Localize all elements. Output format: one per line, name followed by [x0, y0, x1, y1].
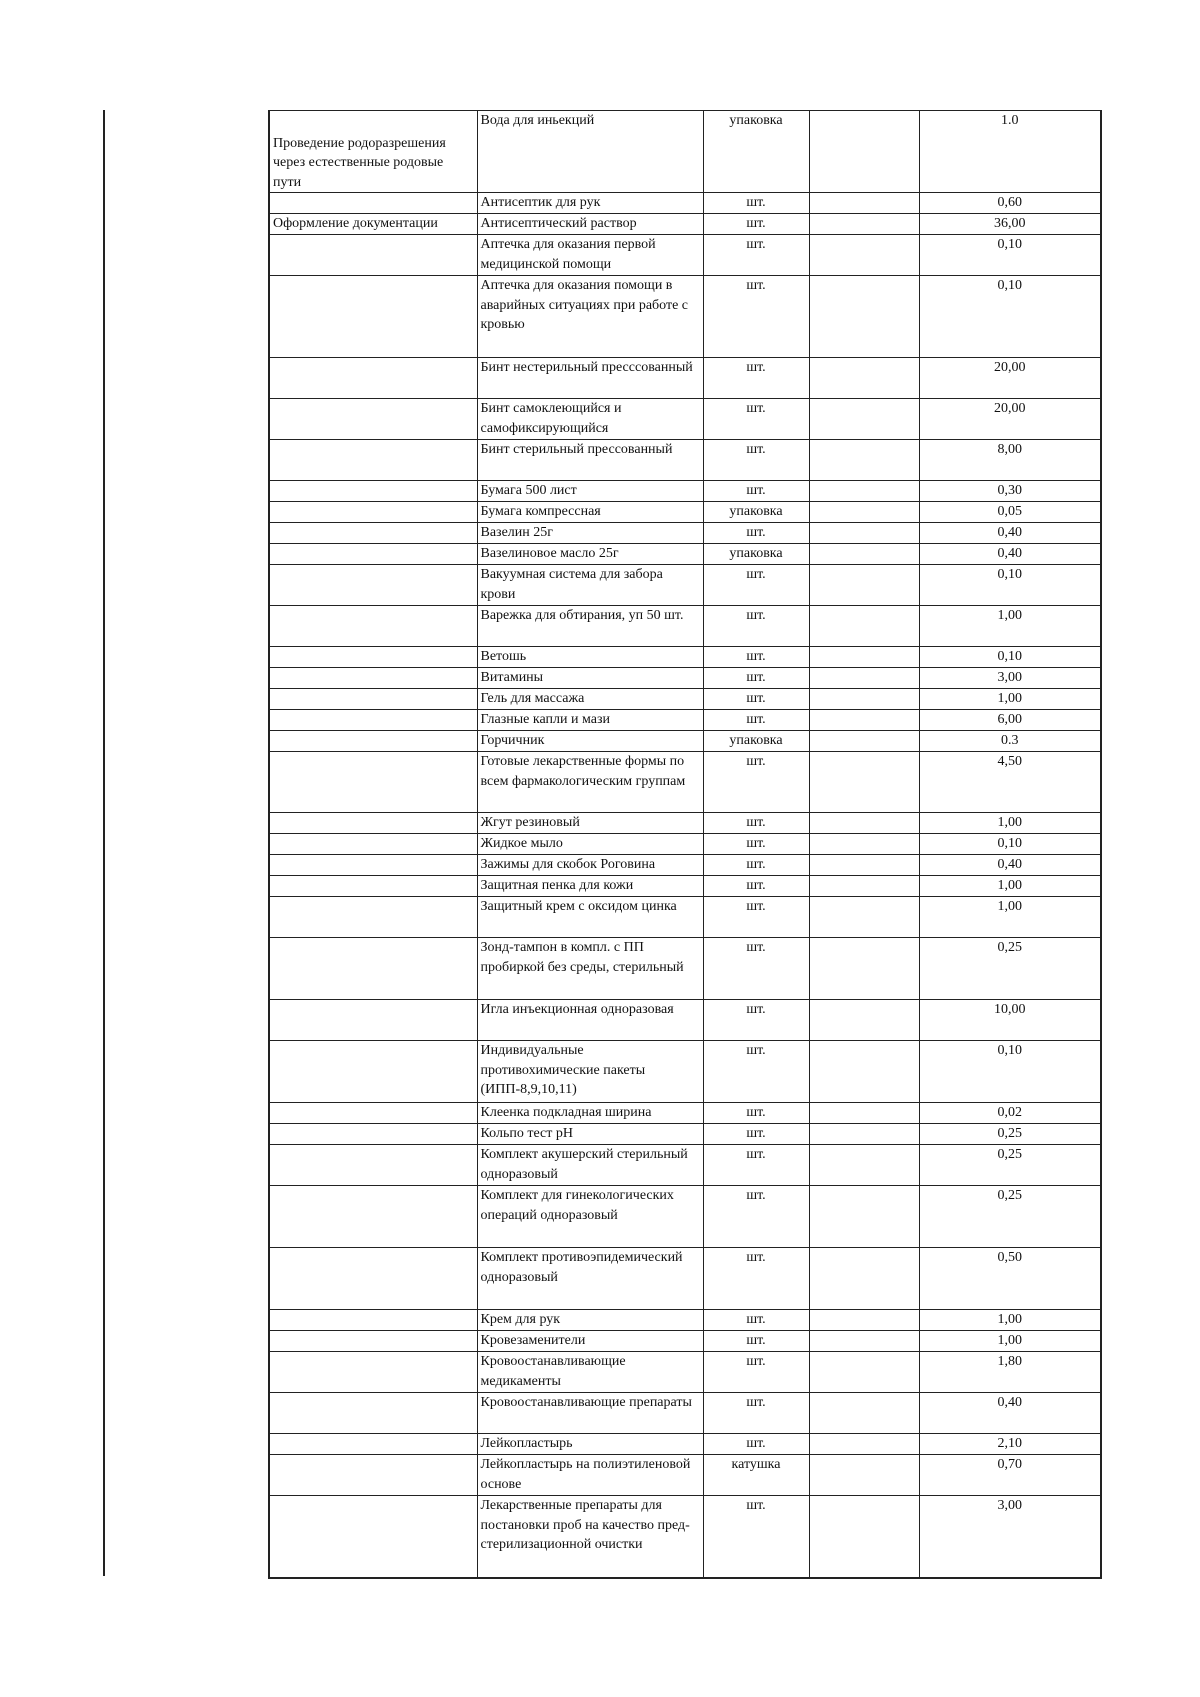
empty-cell: [809, 440, 919, 481]
empty-cell: [809, 1455, 919, 1496]
unit-cell: упаковка: [703, 544, 809, 565]
item-name-cell: Клеенка подкладная ширина: [477, 1103, 703, 1124]
empty-cell: [809, 481, 919, 502]
empty-cell: [809, 544, 919, 565]
table-row: [269, 876, 1101, 897]
item-name-cell: Глазные капли и мази: [477, 710, 703, 731]
item-name-cell: Витамины: [477, 668, 703, 689]
quantity-cell: 20,00: [919, 399, 1101, 440]
table-row: [269, 855, 1101, 876]
item-name-cell: Игла инъекционная одноразовая: [477, 1000, 703, 1041]
quantity-cell: 0,40: [919, 1393, 1101, 1434]
quantity-cell: 0,40: [919, 544, 1101, 565]
item-name-cell: Варежка для обтирания, уп 50 шт.: [477, 606, 703, 647]
quantity-cell: 0,10: [919, 276, 1101, 358]
quantity-cell: 6,00: [919, 710, 1101, 731]
empty-cell: [809, 752, 919, 813]
item-name-cell: Комплект противоэпидемический одноразовый: [477, 1248, 703, 1310]
empty-cell: [809, 1352, 919, 1393]
quantity-cell: 1,00: [919, 897, 1101, 938]
unit-cell: шт.: [703, 1248, 809, 1310]
unit-cell: шт.: [703, 1145, 809, 1186]
section-cell: [269, 358, 477, 399]
table-row: [269, 731, 1101, 752]
quantity-cell: 0,25: [919, 938, 1101, 1000]
item-name-cell: Зонд-тампон в компл. с ПП пробиркой без среды, стерильный: [477, 938, 703, 1000]
empty-cell: [809, 813, 919, 834]
item-name-cell: Вазелиновое масло 25г: [477, 544, 703, 565]
quantity-cell: 2,10: [919, 1434, 1101, 1455]
empty-cell: [809, 647, 919, 668]
unit-cell: шт.: [703, 565, 809, 606]
quantity-cell: 1,00: [919, 606, 1101, 647]
section-cell: [269, 523, 477, 544]
section-cell: [269, 399, 477, 440]
section-cell: [269, 938, 477, 1000]
item-name-cell: Лейкопластырь: [477, 1434, 703, 1455]
quantity-cell: 1.0: [919, 111, 1101, 193]
item-name-cell: Защитная пенка для кожи: [477, 876, 703, 897]
item-name-cell: Аптечка для оказания помощи в аварийных ситуациях при работе с кровью: [477, 276, 703, 358]
unit-cell: шт.: [703, 1496, 809, 1578]
item-name-cell: Ветошь: [477, 647, 703, 668]
left-margin-line: [103, 110, 105, 1576]
table-row: [269, 544, 1101, 565]
table-row: [269, 1186, 1101, 1248]
section-cell: Проведение родоразрешения через естественные родовые пути: [269, 111, 477, 193]
quantity-cell: 3,00: [919, 1496, 1101, 1578]
section-cell: [269, 1393, 477, 1434]
empty-cell: [809, 1434, 919, 1455]
quantity-cell: 0.3: [919, 731, 1101, 752]
empty-cell: [809, 565, 919, 606]
empty-cell: [809, 1331, 919, 1352]
item-name-cell: Зажимы для скобок Роговина: [477, 855, 703, 876]
unit-cell: шт.: [703, 193, 809, 214]
unit-cell: шт.: [703, 647, 809, 668]
section-cell: [269, 481, 477, 502]
table-row: [269, 647, 1101, 668]
item-name-cell: Вазелин 25г: [477, 523, 703, 544]
item-name-cell: Вакуумная система для забора крови: [477, 565, 703, 606]
item-name-cell: Горчичник: [477, 731, 703, 752]
section-cell: [269, 1331, 477, 1352]
section-cell: [269, 668, 477, 689]
quantity-cell: 1,00: [919, 1331, 1101, 1352]
unit-cell: шт.: [703, 358, 809, 399]
section-cell: [269, 855, 477, 876]
empty-cell: [809, 399, 919, 440]
item-name-cell: Бинт стерильный прессованный: [477, 440, 703, 481]
item-name-cell: Кровоостанавливающие препараты: [477, 1393, 703, 1434]
unit-cell: шт.: [703, 1352, 809, 1393]
quantity-cell: 0,30: [919, 481, 1101, 502]
table-row: [269, 399, 1101, 440]
item-name-cell: Аптечка для оказания первой медицинской помощи: [477, 235, 703, 276]
table-row: [269, 214, 1101, 235]
quantity-cell: 0,25: [919, 1186, 1101, 1248]
empty-cell: [809, 502, 919, 523]
table-row: [269, 938, 1101, 1000]
table-row: [269, 276, 1101, 358]
section-cell: [269, 1186, 477, 1248]
quantity-cell: 4,50: [919, 752, 1101, 813]
section-cell: Оформление документации: [269, 214, 477, 235]
table-row: [269, 1331, 1101, 1352]
empty-cell: [809, 1186, 919, 1248]
section-cell: [269, 193, 477, 214]
item-name-cell: Жгут резиновый: [477, 813, 703, 834]
section-cell: [269, 1496, 477, 1578]
item-name-cell: Комплект акушерский стерильный одноразовый: [477, 1145, 703, 1186]
table-row: [269, 606, 1101, 647]
item-name-cell: Защитный крем с оксидом цинка: [477, 897, 703, 938]
table-row: [269, 897, 1101, 938]
quantity-cell: 0,10: [919, 1041, 1101, 1103]
section-cell: [269, 544, 477, 565]
empty-cell: [809, 1124, 919, 1145]
quantity-cell: 20,00: [919, 358, 1101, 399]
section-cell: [269, 1124, 477, 1145]
quantity-cell: 1,00: [919, 1310, 1101, 1331]
empty-cell: [809, 1248, 919, 1310]
quantity-cell: 0,10: [919, 647, 1101, 668]
table-row: [269, 523, 1101, 544]
quantity-cell: 1,00: [919, 689, 1101, 710]
empty-cell: [809, 1041, 919, 1103]
item-name-cell: Кровоостанавливающие медикаменты: [477, 1352, 703, 1393]
unit-cell: шт.: [703, 1331, 809, 1352]
quantity-cell: 36,00: [919, 214, 1101, 235]
unit-cell: шт.: [703, 855, 809, 876]
table-row: [269, 752, 1101, 813]
table-row: [269, 1352, 1101, 1393]
section-cell: [269, 710, 477, 731]
section-cell: [269, 731, 477, 752]
unit-cell: шт.: [703, 897, 809, 938]
quantity-cell: 0,10: [919, 565, 1101, 606]
empty-cell: [809, 1496, 919, 1578]
section-cell: [269, 813, 477, 834]
quantity-cell: 0,25: [919, 1145, 1101, 1186]
quantity-cell: 0,60: [919, 193, 1101, 214]
section-cell: [269, 1455, 477, 1496]
item-name-cell: Кровезаменители: [477, 1331, 703, 1352]
table-row: [269, 565, 1101, 606]
unit-cell: шт.: [703, 752, 809, 813]
quantity-cell: 0,10: [919, 235, 1101, 276]
empty-cell: [809, 710, 919, 731]
section-cell: [269, 1145, 477, 1186]
item-name-cell: Кольпо тест pH: [477, 1124, 703, 1145]
quantity-cell: 0,10: [919, 834, 1101, 855]
quantity-cell: 0,05: [919, 502, 1101, 523]
table-row: [269, 1041, 1101, 1103]
section-cell: [269, 1248, 477, 1310]
unit-cell: шт.: [703, 1310, 809, 1331]
table-row: [269, 689, 1101, 710]
empty-cell: [809, 1145, 919, 1186]
item-name-cell: Гель для массажа: [477, 689, 703, 710]
empty-cell: [809, 834, 919, 855]
section-cell: [269, 502, 477, 523]
unit-cell: шт.: [703, 689, 809, 710]
unit-cell: шт.: [703, 606, 809, 647]
table-row: [269, 834, 1101, 855]
table-row: [269, 813, 1101, 834]
item-name-cell: Антисептик для рук: [477, 193, 703, 214]
section-cell: [269, 752, 477, 813]
unit-cell: шт.: [703, 1124, 809, 1145]
table-row: [269, 235, 1101, 276]
item-name-cell: Жидкое мыло: [477, 834, 703, 855]
table-row: [269, 1248, 1101, 1310]
section-cell: [269, 1352, 477, 1393]
section-cell: [269, 276, 477, 358]
item-name-cell: Бумага 500 лист: [477, 481, 703, 502]
unit-cell: шт.: [703, 523, 809, 544]
item-name-cell: Лейкопластырь на полиэтиленовой основе: [477, 1455, 703, 1496]
item-name-cell: Готовые лекарственные формы по всем фармакологическим группам: [477, 752, 703, 813]
section-cell: [269, 834, 477, 855]
section-cell: [269, 440, 477, 481]
unit-cell: шт.: [703, 1103, 809, 1124]
section-cell: [269, 647, 477, 668]
unit-cell: шт.: [703, 834, 809, 855]
table-row: [269, 111, 1101, 193]
unit-cell: упаковка: [703, 731, 809, 752]
section-cell: [269, 689, 477, 710]
table-row: [269, 1434, 1101, 1455]
section-cell: [269, 1310, 477, 1331]
item-name-cell: Индивидуальные противохимические пакеты (ИПП-8,9,10,11): [477, 1041, 703, 1103]
table-row: [269, 1455, 1101, 1496]
unit-cell: шт.: [703, 440, 809, 481]
unit-cell: шт.: [703, 1041, 809, 1103]
table-row: [269, 502, 1101, 523]
quantity-cell: 0,70: [919, 1455, 1101, 1496]
table-row: [269, 193, 1101, 214]
section-cell: [269, 1000, 477, 1041]
empty-cell: [809, 668, 919, 689]
item-name-cell: Вода для иньекций: [477, 111, 703, 193]
section-cell: [269, 235, 477, 276]
unit-cell: шт.: [703, 1393, 809, 1434]
section-cell: [269, 565, 477, 606]
table-row: [269, 668, 1101, 689]
quantity-cell: 1,80: [919, 1352, 1101, 1393]
item-name-cell: Бинт самоклеющийся и самофиксирующийся: [477, 399, 703, 440]
unit-cell: шт.: [703, 813, 809, 834]
section-cell: [269, 1434, 477, 1455]
table-row: [269, 358, 1101, 399]
empty-cell: [809, 855, 919, 876]
empty-cell: [809, 193, 919, 214]
empty-cell: [809, 689, 919, 710]
quantity-cell: 0,40: [919, 523, 1101, 544]
section-cell: [269, 606, 477, 647]
unit-cell: шт.: [703, 1434, 809, 1455]
quantity-cell: 10,00: [919, 1000, 1101, 1041]
unit-cell: упаковка: [703, 502, 809, 523]
quantity-cell: 8,00: [919, 440, 1101, 481]
empty-cell: [809, 111, 919, 193]
section-cell: [269, 897, 477, 938]
empty-cell: [809, 235, 919, 276]
empty-cell: [809, 214, 919, 235]
unit-cell: шт.: [703, 876, 809, 897]
item-name-cell: Антисептический раствор: [477, 214, 703, 235]
unit-cell: шт.: [703, 481, 809, 502]
supplies-table: [268, 110, 1102, 1579]
table-row: [269, 481, 1101, 502]
empty-cell: [809, 358, 919, 399]
empty-cell: [809, 938, 919, 1000]
empty-cell: [809, 1000, 919, 1041]
table-row: [269, 1000, 1101, 1041]
quantity-cell: 0,40: [919, 855, 1101, 876]
table-row: [269, 1310, 1101, 1331]
quantity-cell: 0,25: [919, 1124, 1101, 1145]
unit-cell: шт.: [703, 276, 809, 358]
quantity-cell: 0,02: [919, 1103, 1101, 1124]
unit-cell: шт.: [703, 1186, 809, 1248]
table-row: [269, 1103, 1101, 1124]
empty-cell: [809, 1393, 919, 1434]
unit-cell: шт.: [703, 1000, 809, 1041]
unit-cell: шт.: [703, 399, 809, 440]
unit-cell: шт.: [703, 214, 809, 235]
unit-cell: шт.: [703, 938, 809, 1000]
table-row: [269, 1496, 1101, 1578]
item-name-cell: Бумага компрессная: [477, 502, 703, 523]
quantity-cell: 3,00: [919, 668, 1101, 689]
section-cell: [269, 1041, 477, 1103]
table-row: [269, 1124, 1101, 1145]
empty-cell: [809, 1103, 919, 1124]
unit-cell: шт.: [703, 668, 809, 689]
empty-cell: [809, 276, 919, 358]
quantity-cell: 0,50: [919, 1248, 1101, 1310]
empty-cell: [809, 876, 919, 897]
empty-cell: [809, 606, 919, 647]
unit-cell: упаковка: [703, 111, 809, 193]
table-row: [269, 710, 1101, 731]
table-row: [269, 1145, 1101, 1186]
empty-cell: [809, 731, 919, 752]
item-name-cell: Комплект для гинекологических операций одноразовый: [477, 1186, 703, 1248]
section-cell: [269, 876, 477, 897]
quantity-cell: 1,00: [919, 876, 1101, 897]
empty-cell: [809, 1310, 919, 1331]
table-row: [269, 1393, 1101, 1434]
supplies-table-body: [269, 111, 1101, 1578]
empty-cell: [809, 523, 919, 544]
unit-cell: катушка: [703, 1455, 809, 1496]
unit-cell: шт.: [703, 235, 809, 276]
table-row: [269, 440, 1101, 481]
quantity-cell: 1,00: [919, 813, 1101, 834]
item-name-cell: Лекарственные препараты для постановки проб на качество пред-стерилизационной очистки: [477, 1496, 703, 1578]
unit-cell: шт.: [703, 710, 809, 731]
section-cell: [269, 1103, 477, 1124]
item-name-cell: Крем для рук: [477, 1310, 703, 1331]
item-name-cell: Бинт нестерильный прессcованный: [477, 358, 703, 399]
empty-cell: [809, 897, 919, 938]
